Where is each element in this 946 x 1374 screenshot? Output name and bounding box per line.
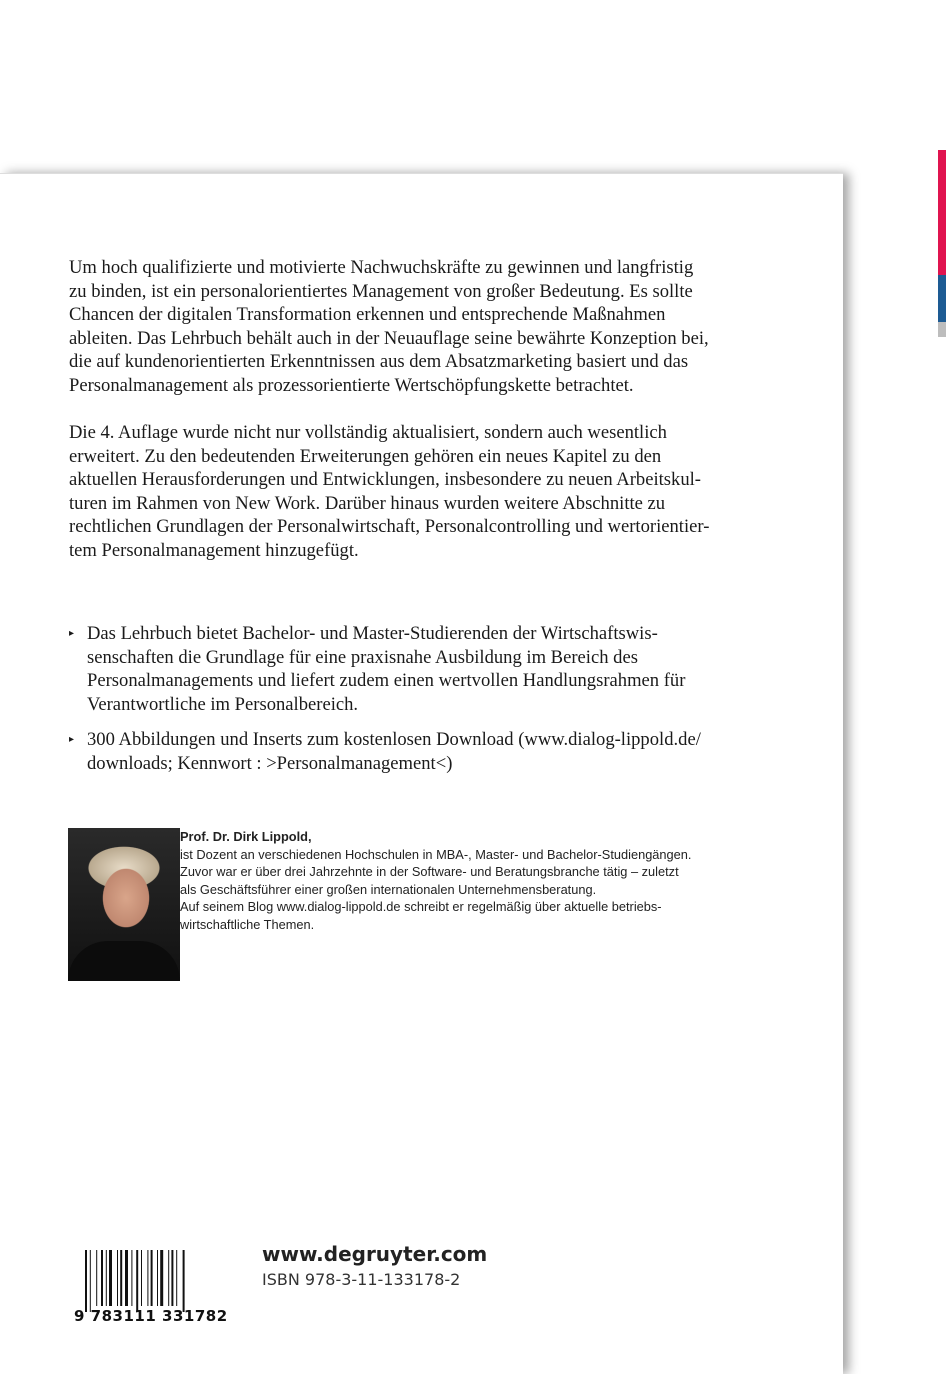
barcode-bar (157, 1250, 158, 1306)
barcode-bar (183, 1250, 185, 1312)
text-line: als Geschäftsführer einer großen internationalen Unternehmensberatung. (180, 881, 597, 897)
text-line: Personalmanagements und liefert zudem einen wertvollen Handlungsrahmen für (87, 670, 686, 692)
spine-color-grey (938, 322, 946, 337)
barcode-bar (151, 1250, 153, 1306)
bullet-triangle-icon: ▸ (69, 628, 75, 639)
barcode-bar (120, 1250, 122, 1306)
barcode-bar (141, 1250, 142, 1306)
barcode-bar (117, 1250, 118, 1306)
text-line: Zuvor war er über drei Jahrzehnte in der Software- und Beratungsbranche tätig – zuletzt (180, 864, 679, 880)
barcode-bar (171, 1250, 173, 1306)
spine-color-red (938, 150, 946, 275)
barcode-bar (101, 1250, 103, 1306)
text-line: 300 Abbildungen und Inserts zum kostenlosen Download (www.dialog-lippold.de/ (87, 729, 701, 750)
text-line: ist Dozent an verschiedenen Hochschulen in MBA-, Master- und Bachelor-Studiengängen. (180, 846, 692, 862)
bullet-item (69, 622, 685, 716)
text-line: downloads; Kennwort : >Personalmanagement<) (87, 752, 453, 774)
barcode-bar (106, 1250, 107, 1306)
text-line: zu binden, ist ein personalorientiertes Management von großer Bedeutung. Es sollte (69, 280, 693, 302)
spine-color-blue (938, 275, 946, 322)
isbn-barcode (85, 1250, 230, 1312)
barcode-bar (147, 1250, 148, 1306)
barcode-bar (168, 1250, 169, 1306)
author-photo (68, 828, 180, 981)
text-line: ableiten. Das Lehrbuch behält auch in der Neuauflage seine bewährte Konzeption bei, (69, 327, 709, 349)
text-line: tem Personalmanagement hinzugefügt. (69, 539, 359, 561)
bullet-triangle-icon: ▸ (69, 734, 75, 745)
description-paragraph-1 (69, 256, 709, 398)
bullet-item (69, 728, 701, 775)
text-line: Die 4. Auflage wurde nicht nur vollständig aktualisiert, sondern auch wesentlich (69, 422, 667, 443)
text-line: erweitert. Zu den bedeutenden Erweiterungen gehören ein neues Kapitel zu den (69, 445, 662, 467)
barcode-bar (125, 1250, 128, 1306)
barcode-bar (136, 1250, 138, 1312)
text-line: Um hoch qualifizierte und motivierte Nachwuchskräfte zu gewinnen und langfristig (69, 257, 694, 278)
text-line: Verantwortliche im Personalbereich. (87, 693, 359, 715)
text-line: senschaften die Grundlage für eine praxisnahe Ausbildung im Bereich des (87, 646, 638, 668)
isbn: ISBN 978-3-11-133178-2 (262, 1270, 461, 1289)
barcode-number: 9 783111 331782 (74, 1307, 228, 1325)
text-line: Auf seinem Blog www.dialog-lippold.de schreibt er regelmäßig über aktuelle betriebs- (180, 899, 662, 915)
author-name: Prof. Dr. Dirk Lippold, (180, 829, 312, 844)
text-line: Personalmanagement als prozessorientierte Wertschöpfungskette betrachtet. (69, 374, 634, 396)
description-paragraph-2 (69, 421, 709, 563)
text-line: Chancen der digitalen Transformation erkennen und entsprechende Maßnahmen (69, 304, 666, 326)
text-line: aktuellen Herausforderungen und Entwicklungen, insbesondere zu neuen Arbeitskul- (69, 469, 701, 491)
barcode-bar (85, 1250, 87, 1312)
barcode-bar (90, 1250, 91, 1312)
barcode-bar (109, 1250, 112, 1306)
barcode-bar (96, 1250, 97, 1306)
text-line: die auf kundenorientierten Erkenntnissen aus dem Absatzmarketing basiert und das (69, 351, 689, 373)
text-line: Das Lehrbuch bietet Bachelor- und Master-Studierenden der Wirtschaftswis- (87, 623, 658, 644)
text-line: rechtlichen Grundlagen der Personalwirtschaft, Personalcontrolling und wertorientier- (69, 516, 710, 538)
text-line: turen im Rahmen von New Work. Darüber hinaus wurden weitere Abschnitte zu (69, 492, 666, 514)
barcode-bar (176, 1250, 177, 1306)
publisher-url: www.degruyter.com (262, 1242, 488, 1266)
text-line: wirtschaftliche Themen. (180, 916, 315, 932)
barcode-bar (160, 1250, 163, 1306)
barcode-bar (131, 1250, 132, 1306)
author-bio (180, 828, 691, 934)
